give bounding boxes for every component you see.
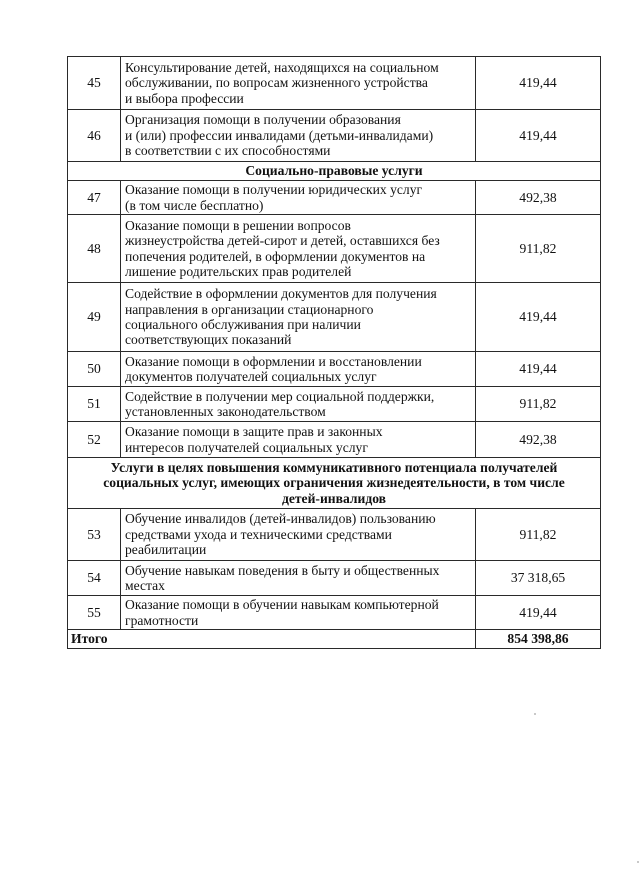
service-name-line: в соответствии с их способностями [125,143,331,159]
service-cost: 492,38 [476,181,601,215]
service-name-line: и (или) профессии инвалидами (детьми-инвалидами) [125,127,434,143]
service-cost: 911,82 [476,509,601,561]
service-name-line: Содействие в получении мер социальной поддержки, [125,388,435,404]
service-name [121,283,476,352]
service-name-line: реабилитации [125,542,207,558]
total-section [68,630,601,649]
service-number: 55 [68,596,121,630]
service-number: 53 [68,509,121,561]
service-number: 49 [68,283,121,352]
service-name-line: направления в организации стационарного [125,301,374,317]
service-name-line: местах [125,578,165,593]
service-cost: 419,44 [476,283,601,352]
section-title-line: Социально-правовые услуги [245,163,423,179]
total-label: Итого [68,630,476,649]
service-name [121,57,476,110]
service-name [121,387,476,422]
service-row [68,387,601,422]
service-number: 51 [68,387,121,422]
service-name-line: Обучение навыкам поведения в быту и общественных [125,562,440,578]
service-name-line: попечения родителей, в оформлении документов на [125,248,426,264]
section-title-line: социальных услуг, имеющих ограничения жизнедеятельности, в том числе [103,475,565,491]
service-cost: 419,44 [476,57,601,110]
service-name-line: Оказание помощи в оформлении и восстановлении [125,353,422,369]
service-name-line: Оказание помощи в обучении навыкам компьютерной [125,597,439,613]
service-number: 47 [68,181,121,215]
service-number: 46 [68,110,121,162]
service-row [68,352,601,387]
service-name [121,596,476,630]
service-cost: 911,82 [476,215,601,283]
total-value: 854 398,86 [476,630,601,649]
service-cost: 492,38 [476,422,601,458]
service-row [68,596,601,630]
service-name [121,181,476,215]
service-row [68,181,601,215]
section-header-row [68,162,601,181]
service-name-line: и выбора профессии [125,90,244,106]
scan-speck [637,861,639,863]
section-title-line: детей-инвалидов [281,490,387,506]
service-name-line: Обучение инвалидов (детей-инвалидов) пользованию [125,511,436,527]
service-name-line: обслуживании, по вопросам жизненного устройства [125,75,428,91]
service-number: 48 [68,215,121,283]
service-row [68,215,601,283]
service-name-line: Консультирование детей, находящихся на социальном [125,59,439,75]
service-row [68,110,601,162]
section-header-row [68,458,601,509]
service-cost: 419,44 [476,110,601,162]
service-number: 50 [68,352,121,387]
service-cost: 37 318,65 [476,561,601,596]
service-row [68,283,601,352]
service-cost: 419,44 [476,352,601,387]
service-cost: 911,82 [476,387,601,422]
service-name-line: Оказание помощи в получении юридических услуг [125,182,423,198]
section-title [68,458,601,509]
service-row [68,57,601,110]
scan-speck [534,713,536,715]
service-row [68,509,601,561]
service-name-line: Оказание помощи в защите прав и законных [125,424,383,440]
service-row [68,561,601,596]
service-name [121,509,476,561]
service-name-line: средствами ухода и техническими средствами [125,526,392,542]
total-row [68,630,601,649]
service-name-line: документов получателей социальных услуг [125,369,377,384]
section-title [68,162,601,181]
service-name-line: жизнеустройства детей-сирот и детей, оставшихся без [125,233,440,249]
service-name-line: установленных законодательством [125,404,326,419]
service-name-line: социального обслуживания при наличии [125,317,361,332]
service-name-line: интересов получателей социальных услуг [125,439,368,455]
service-name-line: грамотности [125,612,199,628]
service-name [121,215,476,283]
service-name [121,110,476,162]
service-number: 54 [68,561,121,596]
service-row [68,422,601,458]
services-table-body [68,57,601,630]
service-name-line: Организация помощи в получении образования [125,112,401,128]
services-cost-table [67,56,601,649]
service-name-line: соответствующих показаний [125,332,292,348]
service-cost: 419,44 [476,596,601,630]
service-name-line: Оказание помощи в решении вопросов [125,217,351,233]
service-name-line: Содействие в оформлении документов для получения [125,286,437,302]
service-name [121,561,476,596]
service-name [121,422,476,458]
service-name-line: лишение родительских прав родителей [125,263,352,279]
service-name-line: (в том числе бесплатно) [125,197,264,213]
service-number: 45 [68,57,121,110]
section-title-line: Услуги в целях повышения коммуникативного потенциала получателей [110,459,558,475]
service-name [121,352,476,387]
service-number: 52 [68,422,121,458]
